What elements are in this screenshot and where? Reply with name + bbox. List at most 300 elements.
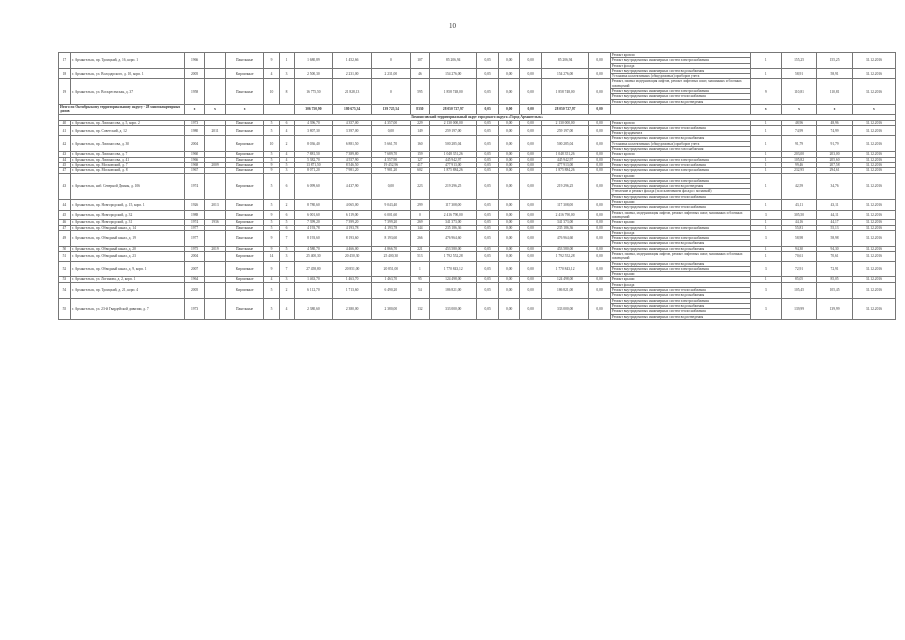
cell-fl: 5 [264, 200, 279, 211]
cell-w2: 70,61 [781, 251, 817, 261]
total-label: Итого по Октябрьскому территориальному округу - 28 многоквартирных домов [59, 104, 185, 114]
cell-addr: г. Архангельск, пр. Обводный канал, д. 9, корп. 1 [70, 261, 184, 277]
cell-y2 [205, 53, 225, 69]
cell-work: Ремонт внутридомовых инженерных систем электроснабжения [610, 266, 750, 271]
cell-fl2: 0,00 [589, 53, 611, 69]
cell-tot: 477 913,00 [541, 162, 588, 167]
cell-cost: 500 285,04 [430, 136, 477, 152]
cell-w3: 48,96 [817, 120, 853, 125]
cell-y1: 1966 [184, 157, 204, 162]
cell-fl: 5 [264, 298, 279, 319]
cell-work: Ремонт внутридомовых инженерных систем электроснабжения [610, 298, 750, 303]
cell-en: 7 [279, 261, 294, 277]
cell-dt: 31.12.2016 [852, 157, 895, 162]
cell-a2: 7 389,80 [333, 152, 372, 157]
cell-work: Ремонт кровли [610, 120, 750, 125]
cell-f1: 0,05 [477, 152, 499, 157]
cell-dt: 31.12.2016 [852, 173, 895, 199]
cell-w2: 105,45 [781, 282, 817, 298]
cell-work: Ремонт внутридомовых инженерных систем электроснабжения [610, 157, 750, 162]
cell-f1: 0,05 [477, 282, 499, 298]
cell-tot: 1 875 884,26 [541, 168, 588, 173]
cell-work: Ремонт внутридомовых инженерных систем водоотведения [610, 99, 750, 104]
total-f2: 0,00 [498, 104, 520, 114]
cell-a2: 8 546,50 [333, 162, 372, 167]
cell-fl: 4 [264, 277, 279, 282]
cell-fl2: 0,00 [589, 152, 611, 157]
cell-y1: 2004 [184, 136, 204, 152]
cell-wall: Кирпичные [225, 220, 264, 225]
cell-fl: 9 [264, 168, 279, 173]
cell-a1: 5 382,70 [294, 157, 333, 162]
cell-f1: 0,05 [477, 246, 499, 251]
cell-f3: 0,00 [520, 53, 542, 69]
cell-w3: 155,25 [817, 53, 853, 69]
cell-fl: 5 [264, 152, 279, 157]
cell-tot: 445 942,97 [541, 157, 588, 162]
cell-f1: 0,05 [477, 200, 499, 211]
cell-fl2: 0,00 [589, 220, 611, 225]
cell-y1: 1967 [184, 168, 204, 173]
cell-fl: 9 [264, 261, 279, 277]
cell-y2: 2019 [205, 246, 225, 251]
cell-n: 45 [59, 162, 71, 167]
cell-ppl: 417 [410, 162, 429, 167]
cell-ppl: 223 [410, 173, 429, 199]
cell-work: Ремонт внутридомовых инженерных систем газоснабжения [610, 147, 750, 152]
cell-a1: 4 193,78 [294, 225, 333, 230]
cell-wall: Панельные [225, 168, 264, 173]
cell-work: Ремонт внутридомовых инженерных систем теплоснабжения [610, 288, 750, 293]
cell-f1: 0,05 [477, 168, 499, 173]
cell-f1: 0,05 [477, 79, 499, 104]
table-row [59, 298, 896, 303]
section-title: Ломоносовский территориальный округ городского округа «Город Архангельск» [59, 114, 896, 120]
cell-dt: 31.12.2016 [852, 246, 895, 251]
cell-tot: 1 770 843,12 [541, 261, 588, 277]
cell-en: 3 [279, 168, 294, 173]
cell-wall: Кирпичные [225, 277, 264, 282]
cell-w1: 1 [750, 53, 781, 69]
cell-en: 3 [279, 277, 294, 282]
cell-tot: 219 296,25 [541, 173, 588, 199]
cell-f2: 0,00 [498, 79, 520, 104]
cell-ppl: 602 [410, 168, 429, 173]
table-row [59, 200, 896, 205]
cell-a3: 4 357,00 [371, 120, 410, 125]
cell-ppl: 229 [410, 120, 429, 125]
cell-dt: 31.12.2016 [852, 68, 895, 79]
cell-n: 19 [59, 79, 71, 104]
cell-a1: 6 112,70 [294, 282, 333, 298]
cell-y2 [205, 282, 225, 298]
table-row [59, 125, 896, 130]
cell-a2: 8 193,60 [333, 230, 372, 246]
cell-y2 [205, 79, 225, 104]
cell-y1: 2005 [184, 282, 204, 298]
cell-a2: 4 193,78 [333, 225, 372, 230]
cell-en: 2 [279, 200, 294, 211]
total-living: 180 675,34 [333, 104, 372, 114]
total-work [610, 104, 750, 114]
cell-fl: 9 [264, 53, 279, 69]
total-cost: 28 050 727,97 [430, 104, 477, 114]
cell-y2 [205, 173, 225, 199]
cell-addr: г. Архангельск, ул. Воскресенская, д. 37 [70, 79, 184, 104]
data-table [58, 52, 896, 320]
cell-addr: г. Архангельск, пр. Обводный канал, д. 14 [70, 225, 184, 230]
cell-w2: 55,81 [781, 225, 817, 230]
cell-work: Ремонт внутридомовых инженерных систем теплоснабжения [610, 205, 750, 210]
cell-addr: г. Архангельск, ул. Володарского, д. 10, корп. 1 [70, 68, 184, 79]
cell-f3: 0,00 [520, 246, 542, 251]
cell-f1: 0,05 [477, 210, 499, 220]
cell-work: Ремонт внутридомовых инженерных систем электроснабжения [610, 89, 750, 94]
cell-en: 5 [279, 246, 294, 251]
cell-fl2: 0,00 [589, 136, 611, 152]
cell-w2: 48,96 [781, 120, 817, 125]
cell-y1: 1980 [184, 125, 204, 136]
cell-f1: 0,05 [477, 68, 499, 79]
cell-wall: Панельные [225, 120, 264, 125]
cell-ppl: 221 [410, 246, 429, 251]
table-row [59, 53, 896, 58]
table-row [59, 79, 896, 89]
cell-addr: г. Архангельск, пр. Советский, д. 12 [70, 125, 184, 136]
total-area: 306 750,90 [294, 104, 333, 114]
cell-work: Установка коллективных (общедомовых) приборов учета [610, 74, 750, 79]
cell-f3: 0,00 [520, 277, 542, 282]
cell-f3: 0,00 [520, 220, 542, 225]
cell-y2 [205, 261, 225, 277]
cell-w1: 1 [750, 68, 781, 79]
total-c20: x [852, 104, 895, 114]
cell-addr: г. Архангельск, пр. Ломоносова, д. 5, корп. 2 [70, 120, 184, 125]
cell-addr: г. Архангельск, пр. Ломоносова, д. 30 [70, 136, 184, 152]
cell-work: Ремонт, замена модернизация лифтов, ремонт лифтовых шахт, машинных и блочных помещений [610, 79, 750, 89]
cell-dt: 31.12.2016 [852, 220, 895, 225]
cell-a3: 2 380,00 [371, 298, 410, 319]
cell-w2: 305,50 [781, 210, 817, 220]
cell-cost: 1 875 884,26 [430, 168, 477, 173]
cell-cost: 186 821,00 [430, 282, 477, 298]
cell-n: 42 [59, 136, 71, 152]
cell-work: Ремонт крыши [610, 200, 750, 205]
cell-dt: 31.12.2016 [852, 210, 895, 220]
cell-a2: 4 065,00 [333, 200, 372, 211]
cell-y1: 2005 [184, 68, 204, 79]
cell-addr: г. Архангельск, пр. Новгородский, д. 15, корп. 1 [70, 200, 184, 211]
cell-fl: 10 [264, 136, 279, 152]
cell-ppl: 149 [410, 125, 429, 136]
cell-w1: 1 [750, 152, 781, 157]
cell-cost: 117 308,00 [430, 200, 477, 211]
cell-w3: 44,17 [817, 220, 853, 225]
total-c5: x [225, 104, 264, 114]
cell-w3: 110,81 [817, 79, 853, 104]
cell-w2: 155,25 [781, 53, 817, 69]
cell-work: Ремонт внутридомовых инженерных систем водоотведения [610, 314, 750, 319]
cell-work: Ремонт внутридомовых инженерных систем электроснабжения [610, 236, 750, 241]
cell-f2: 0,00 [498, 282, 520, 298]
cell-addr: г. Архангельск, пр. Обводный канал, д. 23 [70, 251, 184, 261]
cell-ppl: 132 [410, 298, 429, 319]
cell-fl2: 0,00 [589, 282, 611, 298]
cell-f3: 0,00 [520, 173, 542, 199]
cell-a1: 8 780,60 [294, 200, 333, 211]
cell-w1: 1 [750, 136, 781, 152]
cell-work: Ремонт крыши [610, 272, 750, 277]
cell-tot: 476 964,60 [541, 230, 588, 246]
cell-wall: Кирпичные [225, 261, 264, 277]
cell-en: 8 [279, 79, 294, 104]
cell-fl2: 0,00 [589, 246, 611, 251]
cell-addr: г. Архангельск, наб. Северной Двины, д. 106 [70, 173, 184, 199]
cell-a3: 0 [371, 53, 410, 69]
cell-w2: 44,16 [781, 220, 817, 225]
cell-a3: 1 463,70 [371, 277, 410, 282]
cell-dt: 31.12.2016 [852, 261, 895, 277]
total-c18: x [781, 104, 817, 114]
cell-fl2: 0,00 [589, 225, 611, 230]
cell-tot: 2 416 790,00 [541, 210, 588, 220]
cell-f1: 0,05 [477, 136, 499, 152]
cell-n: 52 [59, 261, 71, 277]
cell-a1: 3 807,30 [294, 125, 333, 136]
cell-a2: 2 231,00 [333, 68, 372, 79]
cell-w1: 9 [750, 79, 781, 104]
cell-a2: 4 466,00 [333, 246, 372, 251]
cell-work: Ремонт крыши [610, 220, 750, 225]
cell-dt: 31.12.2016 [852, 53, 895, 69]
cell-a3: 9 043,40 [371, 200, 410, 211]
cell-w2: 58,91 [781, 68, 817, 79]
cell-w1: 1 [750, 251, 781, 261]
cell-f1: 0,05 [477, 225, 499, 230]
cell-f2: 0,00 [498, 210, 520, 220]
cell-fl2: 0,00 [589, 210, 611, 220]
cell-tot: 1 048 351,26 [541, 152, 588, 157]
cell-f2: 0,00 [498, 261, 520, 277]
cell-tot: 500 285,04 [541, 136, 588, 152]
cell-a3: 4 193,78 [371, 225, 410, 230]
cell-cost: 2 416 790,00 [430, 210, 477, 220]
cell-a2: 7 399,20 [333, 220, 372, 225]
cell-tot: 235 186,36 [541, 225, 588, 230]
cell-w3: 44,11 [817, 210, 853, 220]
cell-fl2: 0,00 [589, 162, 611, 167]
cell-y2: 2009 [205, 162, 225, 167]
cell-work: Ремонт внутридомовых инженерных систем водоснабжения [610, 246, 750, 251]
cell-y2 [205, 68, 225, 79]
cell-y1: 1960 [184, 152, 204, 157]
cell-cost: 2 130 000,00 [430, 120, 477, 125]
cell-ppl: 144 [410, 225, 429, 230]
cell-wall: Панельные [225, 53, 264, 69]
cell-addr: г. Архангельск, пр. Троицкий, д. 21, корп. 4 [70, 282, 184, 298]
cell-n: 44 [59, 200, 71, 211]
cell-wall: Кирпичные [225, 68, 264, 79]
cell-a1: 27 458,80 [294, 261, 333, 277]
cell-f3: 0,00 [520, 261, 542, 277]
cell-dt: 31.12.2016 [852, 125, 895, 136]
cell-a3: 4 866,70 [371, 246, 410, 251]
cell-y2 [205, 210, 225, 220]
cell-y1: 2007 [184, 261, 204, 277]
cell-y2 [205, 298, 225, 319]
cell-work: Ремонт внутридомовых инженерных систем водоснабжения [610, 261, 750, 266]
cell-w1: 1 [750, 168, 781, 173]
cell-f3: 0,00 [520, 152, 542, 157]
cell-f1: 0,05 [477, 162, 499, 167]
cell-fl: 14 [264, 251, 279, 261]
cell-work: Ремонт внутридомовых инженерных систем теплоснабжения [610, 309, 750, 314]
cell-a1: 8 071,20 [294, 168, 333, 173]
table-row [59, 210, 896, 220]
cell-w3: 74,99 [817, 125, 853, 136]
cell-y1: 1974 [184, 173, 204, 199]
cell-tot: 186 821,00 [541, 282, 588, 298]
cell-cost: 445 942,97 [430, 157, 477, 162]
total-c4: x [205, 104, 225, 114]
cell-f3: 0,00 [520, 79, 542, 104]
cell-addr: г. Архангельск, пр. Новгородский, д. 31 [70, 220, 184, 225]
cell-w2: 42,59 [781, 173, 817, 199]
cell-a3: 6 001,60 [371, 210, 410, 220]
cell-en: 7 [279, 230, 294, 246]
table-row [59, 230, 896, 235]
cell-y1: 1988 [184, 210, 204, 220]
cell-en: 6 [279, 210, 294, 220]
cell-work: Ремонт внутридомовых инженерных систем теплоснабжения [610, 194, 750, 199]
cell-f3: 0,00 [520, 200, 542, 211]
cell-f2: 0,00 [498, 230, 520, 246]
table-row [59, 261, 896, 266]
cell-ppl: 1 [410, 261, 429, 277]
cell-w3: 294,61 [817, 168, 853, 173]
cell-work: Ремонт внутридомовых инженерных систем водоснабжения [610, 303, 750, 308]
cell-a3: 8 193,60 [371, 230, 410, 246]
cell-work: Ремонт внутридомовых инженерных систем электроснабжения [610, 58, 750, 63]
cell-cost: 85 206,94 [430, 53, 477, 69]
cell-wall: Панельные [225, 157, 264, 162]
cell-f3: 0,00 [520, 298, 542, 319]
cell-w3: 205,60 [817, 157, 853, 162]
cell-y1: 1973 [184, 120, 204, 125]
cell-a2: 3 397,00 [333, 125, 372, 136]
cell-y2: 2013 [205, 200, 225, 211]
cell-fl2: 0,00 [589, 173, 611, 199]
cell-f2: 0,00 [498, 200, 520, 211]
cell-f1: 0,05 [477, 157, 499, 162]
cell-f2: 0,00 [498, 53, 520, 69]
cell-w3: 58,91 [817, 68, 853, 79]
cell-w1: 1 [750, 125, 781, 136]
cell-w3: 91,79 [817, 136, 853, 152]
cell-w2: 91,79 [781, 136, 817, 152]
cell-tot: 333 000,00 [541, 298, 588, 319]
cell-w1: 3 [750, 298, 781, 319]
cell-work: Ремонт внутридомовых инженерных систем теплоснабжения [610, 125, 750, 130]
cell-w2: 232,95 [781, 168, 817, 173]
cell-fl: 9 [264, 246, 279, 251]
cell-fl2: 0,00 [589, 68, 611, 79]
cell-f3: 0,00 [520, 162, 542, 167]
total-row [59, 104, 896, 114]
cell-y1: 1974 [184, 220, 204, 225]
cell-w3: 85,05 [817, 277, 853, 282]
cell-cost: 219 296,25 [430, 173, 477, 199]
cell-work: Ремонт, замена, модернизация лифтов, ремонт лифтовых шахт, машинных и блочных помещений [610, 210, 750, 220]
cell-work: Ремонт внутридомовых инженерных систем водоотведения [610, 184, 750, 189]
cell-tot: 453 580,00 [541, 246, 588, 251]
cell-wall: Кирпичные [225, 282, 264, 298]
table-row [59, 173, 896, 178]
cell-f2: 0,00 [498, 251, 520, 261]
cell-dt: 31.12.2016 [852, 251, 895, 261]
cell-work: Установка коллективных (общедомовых) приборов учета [610, 141, 750, 146]
cell-f1: 0,05 [477, 125, 499, 136]
cell-fl2: 0,00 [589, 230, 611, 246]
cell-n: 41 [59, 125, 71, 136]
cell-a1: 1 463,70 [294, 277, 333, 282]
cell-a2: 1 713,60 [333, 282, 372, 298]
cell-addr: г. Архангельск, пр. Ломоносова, д. 7 [70, 152, 184, 157]
cell-w1: 1 [750, 162, 781, 167]
cell-dt: 31.12.2016 [852, 120, 895, 125]
cell-w1: 3 [750, 282, 781, 298]
cell-en: 2 [279, 136, 294, 152]
cell-addr: г. Архангельск, пр. Московский, д. 7 [70, 162, 184, 167]
cell-fl: 9 [264, 162, 279, 167]
capital-repair-table [58, 52, 896, 320]
table-row [59, 68, 896, 73]
cell-a1: 2 380,60 [294, 298, 333, 319]
total-flag: 0,00 [589, 104, 611, 114]
cell-w1: 1 [750, 246, 781, 251]
cell-work: Ремонт фасада [610, 282, 750, 287]
cell-a1: 4 396,70 [294, 120, 333, 125]
cell-a2: 20 450,30 [333, 251, 372, 261]
cell-f2: 0,00 [498, 136, 520, 152]
cell-tot: 2 130 000,00 [541, 120, 588, 125]
cell-n: 40 [59, 120, 71, 125]
cell-n: 45 [59, 210, 71, 220]
cell-tot: 124 498,00 [541, 277, 588, 282]
total-area2: 139 725,54 [371, 104, 410, 114]
cell-n: 47 [59, 225, 71, 230]
cell-a1: 8 193,60 [294, 230, 333, 246]
cell-work: Ремонт внутридомовых инженерных систем водоснабжения [610, 136, 750, 141]
cell-ppl: 107 [410, 53, 429, 69]
cell-fl: 5 [264, 125, 279, 136]
cell-a3: 4 557,90 [371, 157, 410, 162]
cell-n: 55 [59, 298, 71, 319]
cell-y2: 2011 [205, 125, 225, 136]
table-row [59, 136, 896, 141]
cell-wall: Панельные [225, 125, 264, 136]
cell-w1: 1 [750, 157, 781, 162]
cell-w3: 55,13 [817, 225, 853, 230]
cell-f2: 0,00 [498, 120, 520, 125]
cell-fl: 9 [264, 230, 279, 246]
cell-work: Ремонт внутридомовых инженерных систем электроснабжения [610, 225, 750, 230]
cell-a3: 0 [371, 79, 410, 104]
cell-work: Ремонт внутридомовых инженерных систем теплоснабжения [610, 94, 750, 99]
cell-a3: 25 400,30 [371, 251, 410, 261]
cell-n: 46 [59, 220, 71, 225]
cell-en: 3 [279, 68, 294, 79]
